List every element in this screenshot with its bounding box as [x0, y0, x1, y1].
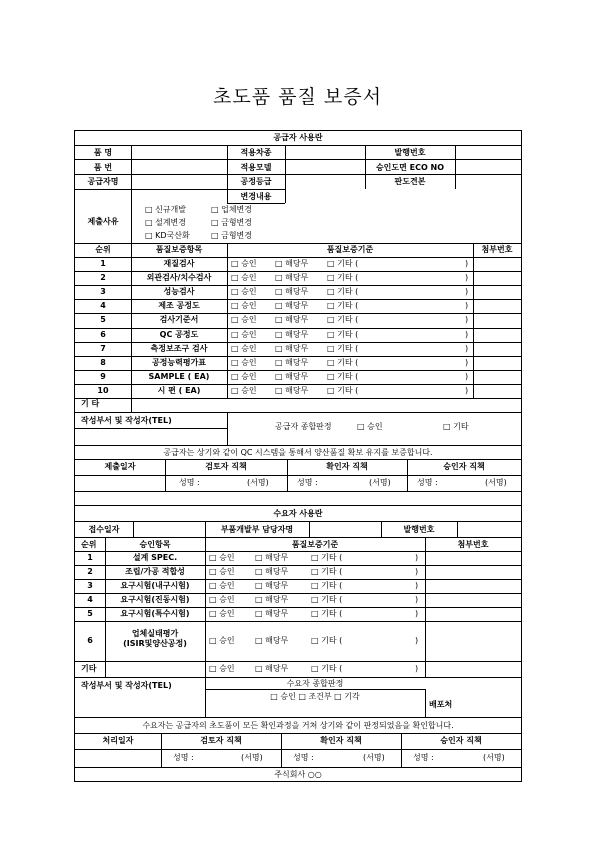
sup-row-approve-check[interactable]: □ 승인	[231, 273, 257, 282]
sup-row-approve-check[interactable]: □ 승인	[231, 330, 257, 339]
sup-row-item: 검사기준서	[159, 315, 199, 324]
sup-approver-label: 승인자 직책	[443, 462, 485, 471]
sup-row-other-check[interactable]: □ 기타 (	[327, 273, 359, 282]
buyer-approver-name: 성명 :	[413, 753, 434, 762]
part-no-label: 품 번	[93, 163, 113, 172]
sup-row-other-check[interactable]: □ 기타 (	[327, 358, 359, 367]
buyer-etc-label: 기타	[81, 664, 97, 673]
sup-reviewer-sign: (서명)	[247, 478, 269, 487]
sup-row-other-close: )	[465, 344, 469, 353]
sup-row-other-check[interactable]: □ 기타 (	[327, 287, 359, 296]
buyer-etc-close: )	[415, 664, 419, 673]
buyer-reviewer-sign: (서명)	[241, 753, 263, 762]
buyer-issue-no-label: 발행번호	[403, 525, 435, 534]
sup-checker-sign: (서명)	[369, 478, 391, 487]
buyer-row-no: 2	[87, 567, 93, 576]
sup-reviewer-label: 검토자 직책	[205, 462, 247, 471]
sup-col-standard: 품질보증기준	[326, 245, 374, 254]
reason-kd-localization[interactable]: □ KD국산화	[145, 231, 190, 240]
receive-date-label: 접수일자	[88, 525, 120, 534]
buyer-col-standard: 품질보증기준	[291, 540, 339, 549]
sup-overall-approve[interactable]: □ 승인	[357, 422, 383, 431]
sup-row-approve-check[interactable]: □ 승인	[231, 301, 257, 310]
sup-row-other-close: )	[465, 358, 469, 367]
sup-row-no: 6	[100, 330, 106, 339]
reason-supplier-change[interactable]: □ 업체변경	[211, 205, 253, 214]
reason-new-dev[interactable]: □ 신규개발	[145, 205, 187, 214]
sup-row-approve-check[interactable]: □ 승인	[231, 386, 257, 395]
sup-row-na-check[interactable]: □ 해당무	[275, 344, 309, 353]
buyer-checker-sign: (서명)	[363, 753, 385, 762]
issue-no-label: 발행번호	[394, 148, 426, 157]
sup-row-other-close: )	[465, 259, 469, 268]
sup-row-na-check[interactable]: □ 해당무	[275, 372, 309, 381]
sup-row-item: 측정보조구 검사	[150, 344, 208, 353]
sup-row-other-close: )	[465, 287, 469, 296]
buyer-row-approve-check[interactable]: □ 승인	[209, 636, 235, 645]
approval-eco-label: 승인도면 ECO NO	[375, 163, 445, 172]
sup-row-item: 재질검사	[163, 259, 195, 268]
sup-overall-other[interactable]: □ 기타	[443, 422, 469, 431]
sup-row-item: SAMPLE ( EA)	[148, 372, 210, 381]
sup-row-na-check[interactable]: □ 해당무	[275, 287, 309, 296]
buyer-row-other-close: )	[415, 636, 419, 645]
sup-row-na-check[interactable]: □ 해당무	[275, 273, 309, 282]
change-content-label: 변경내용	[240, 192, 272, 201]
buyer-reviewer-label: 검토자 직책	[200, 736, 242, 745]
sup-row-other-check[interactable]: □ 기타 (	[327, 259, 359, 268]
sup-checker-label: 확인자 직책	[326, 462, 368, 471]
buyer-etc-approve[interactable]: □ 승인	[209, 664, 235, 673]
buyer-row-na-check[interactable]: □ 해당무	[255, 553, 289, 562]
buyer-row-item: 요구시험(특수시험)	[120, 609, 190, 618]
sup-row-no: 3	[100, 287, 106, 296]
sup-row-item: 공정능력평가표	[151, 358, 207, 367]
buyer-row-item: 조립/가공 적합성	[125, 567, 185, 576]
sup-etc-label: 기 타	[81, 399, 100, 408]
buyer-row-other-check[interactable]: □ 기타 (	[311, 567, 343, 576]
buyer-approver-label: 승인자 직책	[440, 736, 482, 745]
buyer-row-item: 업체실태평가 (ISIR및양산공정)	[123, 629, 187, 648]
buyer-row-na-check[interactable]: □ 해당무	[255, 581, 289, 590]
document-title: 초도품 품질 보증서	[213, 86, 382, 108]
sup-row-na-check[interactable]: □ 해당무	[275, 301, 309, 310]
quality-assurance-form	[74, 130, 522, 782]
sup-row-other-close: )	[465, 273, 469, 282]
buyer-approver-sign: (서명)	[483, 753, 505, 762]
sup-row-no: 7	[100, 344, 106, 353]
buyer-row-item: 설계 SPEC.	[132, 553, 178, 562]
sup-row-no: 10	[97, 386, 109, 395]
sup-row-other-close: )	[465, 330, 469, 339]
applied-model-label: 적용차종	[240, 148, 272, 157]
company-footer: 주식회사 ○○	[274, 770, 322, 779]
buyer-row-other-check[interactable]: □ 기타 (	[311, 595, 343, 604]
buyer-section-title: 수요자 사용란	[273, 509, 323, 518]
submit-reason-label: 제출사유	[87, 217, 119, 226]
buyer-statement: 수요자는 공급자의 초도품이 모든 확인과정을 거쳐 상기와 같이 판정되었음을 확인합니다.	[142, 721, 454, 730]
sup-row-no: 8	[100, 358, 106, 367]
process-grade-label: 공정등급	[240, 177, 272, 186]
sup-col-attach: 첨부번호	[481, 245, 513, 254]
sup-col-no: 순위	[95, 245, 111, 254]
sup-row-other-check[interactable]: □ 기타 (	[327, 386, 359, 395]
sup-row-na-check[interactable]: □ 해당무	[275, 386, 309, 395]
sup-row-other-close: )	[465, 301, 469, 310]
sup-row-no: 5	[100, 315, 106, 324]
buyer-row-approve-check[interactable]: □ 승인	[209, 609, 235, 618]
sup-row-no: 9	[100, 372, 106, 381]
buyer-writer-label: 작성부서 및 작성자(TEL)	[81, 681, 172, 690]
sup-row-approve-check[interactable]: □ 승인	[231, 259, 257, 268]
buyer-overall-options[interactable]: □ 승인 □ 조건부 □ 기각	[270, 692, 360, 701]
sup-row-other-check[interactable]: □ 기타 (	[327, 315, 359, 324]
buyer-row-other-check[interactable]: □ 기타 (	[311, 636, 343, 645]
reason-mold-change[interactable]: □ 금형변경	[211, 218, 253, 227]
sup-row-na-check[interactable]: □ 해당무	[275, 330, 309, 339]
sup-row-approve-check[interactable]: □ 승인	[231, 372, 257, 381]
sup-row-na-check[interactable]: □ 해당무	[275, 358, 309, 367]
buyer-row-no: 3	[87, 581, 93, 590]
buyer-row-na-check[interactable]: □ 해당무	[255, 609, 289, 618]
buyer-row-other-check[interactable]: □ 기타 (	[311, 581, 343, 590]
buyer-row-no: 1	[87, 553, 93, 562]
sup-row-item: QC 공정도	[159, 330, 199, 339]
submit-date-label: 제출일자	[104, 462, 136, 471]
sup-approver-sign: (서명)	[485, 478, 507, 487]
sup-row-item: 외관검사/치수검사	[146, 273, 212, 282]
distribution-label: 배포처	[429, 700, 453, 709]
sup-row-approve-check[interactable]: □ 승인	[231, 344, 257, 353]
buyer-row-approve-check[interactable]: □ 승인	[209, 581, 235, 590]
item-name-label: 품 명	[93, 148, 113, 157]
sup-approver-name: 성명 :	[417, 478, 438, 487]
buyer-row-other-close: )	[415, 609, 419, 618]
sup-row-other-close: )	[465, 372, 469, 381]
reason-design-change[interactable]: □ 설계변경	[145, 218, 187, 227]
reason-mold-change-2[interactable]: □ 금형변경	[211, 231, 253, 240]
buyer-etc-na[interactable]: □ 해당무	[255, 664, 289, 673]
sup-row-approve-check[interactable]: □ 승인	[231, 358, 257, 367]
buyer-row-na-check[interactable]: □ 해당무	[255, 636, 289, 645]
buyer-reviewer-name: 성명 :	[173, 753, 194, 762]
buyer-row-item: 요구시험(내구시험)	[120, 581, 190, 590]
supplier-name-label: 공급자명	[87, 177, 119, 186]
sup-reviewer-name: 성명 :	[179, 478, 200, 487]
drawing-check-label: 판도견본	[394, 177, 426, 186]
sup-row-na-check[interactable]: □ 해당무	[275, 259, 309, 268]
sup-row-approve-check[interactable]: □ 승인	[231, 287, 257, 296]
sup-row-other-check[interactable]: □ 기타 (	[327, 344, 359, 353]
sup-row-na-check[interactable]: □ 해당무	[275, 315, 309, 324]
sup-row-item: 시 편 ( EA)	[157, 386, 201, 395]
sup-col-item: 품질보증항목	[155, 245, 203, 254]
sup-row-item: 성능검사	[163, 287, 195, 296]
buyer-row-other-check[interactable]: □ 기타 (	[311, 609, 343, 618]
supplier-section-title: 공급자 사용란	[273, 133, 323, 142]
sup-statement: 공급자는 상기와 같이 QC 시스템을 통해서 양산품질 확보 유지를 보증합니다.	[163, 448, 433, 457]
buyer-row-other-close: )	[415, 567, 419, 576]
dept-label: 부품개발부 담당자명	[220, 525, 294, 534]
buyer-row-no: 5	[87, 609, 93, 618]
sup-row-no: 2	[100, 273, 106, 282]
buyer-col-no: 순위	[81, 540, 97, 549]
buyer-row-approve-check[interactable]: □ 승인	[209, 553, 235, 562]
sup-row-other-check[interactable]: □ 기타 (	[327, 330, 359, 339]
sup-overall-label: 공급자 종합판정	[275, 422, 332, 431]
buyer-row-other-check[interactable]: □ 기타 (	[311, 553, 343, 562]
buyer-row-other-close: )	[415, 581, 419, 590]
buyer-overall-label: 수요자 종합판정	[286, 679, 344, 688]
buyer-col-attach: 첨부번호	[457, 540, 489, 549]
sup-row-other-check[interactable]: □ 기타 (	[327, 372, 359, 381]
buyer-row-approve-check[interactable]: □ 승인	[209, 567, 235, 576]
buyer-row-no: 4	[87, 595, 93, 604]
buyer-row-na-check[interactable]: □ 해당무	[255, 595, 289, 604]
process-date-label: 처리일자	[102, 736, 134, 745]
applied-model2-label: 적용모델	[240, 163, 272, 172]
sup-checker-name: 성명 :	[297, 478, 318, 487]
buyer-etc-other[interactable]: □ 기타 (	[311, 664, 343, 673]
buyer-checker-label: 확인자 직책	[320, 736, 362, 745]
sup-row-no: 4	[100, 301, 106, 310]
sup-writer-label: 작성부서 및 작성자(TEL)	[81, 416, 172, 425]
sup-row-other-close: )	[465, 315, 469, 324]
sup-row-approve-check[interactable]: □ 승인	[231, 315, 257, 324]
buyer-row-approve-check[interactable]: □ 승인	[209, 595, 235, 604]
buyer-row-na-check[interactable]: □ 해당무	[255, 567, 289, 576]
sup-row-other-check[interactable]: □ 기타 (	[327, 301, 359, 310]
buyer-row-other-close: )	[415, 595, 419, 604]
sup-row-item: 제조 공정도	[158, 301, 200, 310]
sup-row-other-close: )	[465, 386, 469, 395]
buyer-row-item: 요구시험(진동시험)	[120, 595, 190, 604]
buyer-checker-name: 성명 :	[293, 753, 314, 762]
sup-row-no: 1	[100, 259, 106, 268]
buyer-row-other-close: )	[415, 553, 419, 562]
buyer-row-no: 6	[87, 636, 93, 645]
buyer-col-item: 승인항목	[139, 540, 171, 549]
